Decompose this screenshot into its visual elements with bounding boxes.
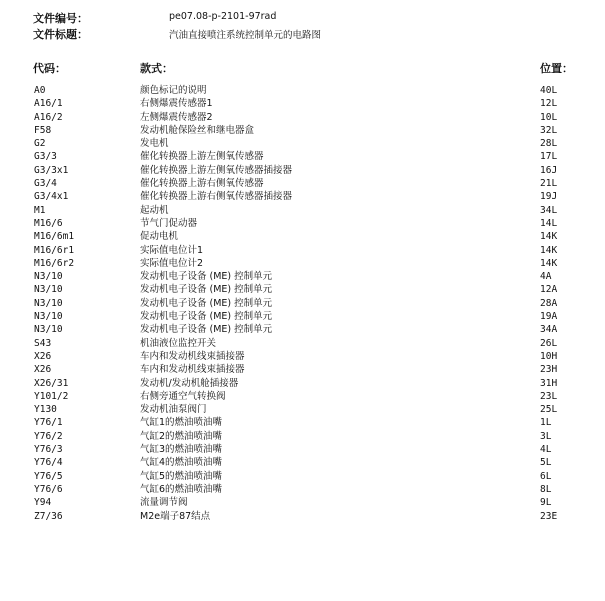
- component-description: 实际值电位计2: [140, 257, 204, 269]
- component-position: 21L: [540, 178, 558, 190]
- component-position: 40L: [540, 85, 558, 96]
- component-description: 发动机电子设备 (ME) 控制单元: [140, 271, 273, 283]
- component-position: 1L: [540, 417, 552, 429]
- component-code: Y101/2: [34, 390, 69, 402]
- list-item: [0, 443, 605, 456]
- component-position: 26L: [540, 337, 558, 349]
- component-code: X26: [34, 350, 52, 362]
- column-header-position: 位置：: [540, 62, 573, 75]
- list-item: [0, 416, 605, 429]
- list-item: [0, 483, 605, 496]
- component-position: 34A: [540, 324, 558, 336]
- list-item: [0, 377, 605, 390]
- component-code: N3/10: [34, 324, 63, 336]
- component-position: 12L: [540, 98, 558, 110]
- column-header-description: 款式：: [140, 62, 173, 75]
- component-code: N3/10: [34, 284, 63, 296]
- component-code: M16/6m1: [34, 231, 75, 243]
- component-position: 34L: [540, 204, 558, 216]
- component-code: G2: [34, 138, 46, 150]
- component-description: 发动机舱保险丝和继电器盒: [140, 124, 255, 136]
- component-position: 4L: [540, 444, 552, 456]
- component-position: 16J: [540, 164, 558, 176]
- list-item: [0, 204, 605, 217]
- component-position: 6L: [540, 470, 552, 482]
- component-code: G3/4: [34, 178, 57, 190]
- component-description: 催化转换器上游左侧氧传感器: [140, 151, 264, 163]
- component-code: M16/6: [34, 217, 63, 229]
- component-description: 气缸4的燃油喷油嘴: [140, 457, 223, 469]
- list-item: [0, 217, 605, 230]
- component-position: 10L: [540, 111, 558, 123]
- list-item: [0, 390, 605, 403]
- doc-title-label: 文件标题：: [33, 28, 88, 41]
- component-description: 发动机油泵阀门: [140, 404, 207, 416]
- component-code: A16/1: [34, 98, 63, 110]
- component-code: N3/10: [34, 311, 63, 323]
- component-description: 节气门促动器: [140, 217, 198, 229]
- component-description: 颜色标记的说明: [140, 85, 207, 96]
- component-description: 气缸5的燃油喷油嘴: [140, 470, 223, 482]
- list-item: [0, 496, 605, 509]
- component-position: 9L: [540, 497, 552, 509]
- list-item: [0, 363, 605, 376]
- list-item: [0, 177, 605, 190]
- component-code: S43: [34, 337, 52, 349]
- list-item: [0, 350, 605, 363]
- component-description: 促动电机: [140, 231, 179, 243]
- component-description: 气缸6的燃油喷油嘴: [140, 483, 223, 495]
- component-position: 19A: [540, 311, 558, 323]
- component-description: 催化转换器上游右侧氧传感器插接器: [140, 191, 293, 203]
- component-code: Y76/5: [34, 470, 63, 482]
- component-position: 17L: [540, 151, 558, 163]
- component-code: G3/3x1: [34, 164, 69, 176]
- component-description: 车内和发动机线束插接器: [140, 350, 245, 362]
- component-position: 28L: [540, 138, 558, 150]
- component-position: 12A: [540, 284, 558, 296]
- list-item: [0, 323, 605, 336]
- list-item: [0, 470, 605, 483]
- component-code: F58: [34, 124, 52, 136]
- component-code: Y76/6: [34, 483, 63, 495]
- component-description: 车内和发动机线束插接器: [140, 364, 245, 376]
- list-item: [0, 297, 605, 310]
- component-description: 发动机电子设备 (ME) 控制单元: [140, 297, 273, 309]
- component-code: M16/6r1: [34, 244, 75, 256]
- component-description: 机油液位监控开关: [140, 337, 217, 349]
- component-code: Y76/1: [34, 417, 63, 429]
- component-description: 发动机电子设备 (ME) 控制单元: [140, 284, 273, 296]
- component-position: 14L: [540, 217, 558, 229]
- component-code: A0: [34, 85, 46, 96]
- component-code: A16/2: [34, 111, 63, 123]
- list-item: [0, 190, 605, 203]
- component-position: 3L: [540, 430, 552, 442]
- component-code: N3/10: [34, 297, 63, 309]
- component-position: 5L: [540, 457, 552, 469]
- list-item: [0, 403, 605, 416]
- component-code: Y76/3: [34, 444, 63, 456]
- component-description: 发动机/发动机舱插接器: [140, 377, 239, 389]
- component-code: Y76/2: [34, 430, 63, 442]
- component-position: 14K: [540, 231, 558, 243]
- doc-title-value: 汽油直接喷注系统控制单元的电路图: [169, 30, 322, 41]
- component-description: 气缸2的燃油喷油嘴: [140, 430, 223, 442]
- component-code: Z7/36: [34, 510, 63, 522]
- component-code: G3/4x1: [34, 191, 69, 203]
- component-code: N3/10: [34, 271, 63, 283]
- component-description: 右侧爆震传感器1: [140, 98, 213, 110]
- list-item: [0, 230, 605, 243]
- component-list: [0, 84, 605, 523]
- list-item: [0, 244, 605, 257]
- component-code: Y94: [34, 497, 52, 509]
- list-item: [0, 97, 605, 110]
- component-code: X26: [34, 364, 52, 376]
- component-code: X26/31: [34, 377, 69, 389]
- component-description: 发动机电子设备 (ME) 控制单元: [140, 324, 273, 336]
- component-code: M1: [34, 204, 46, 216]
- component-position: 23L: [540, 390, 558, 402]
- list-item: [0, 337, 605, 350]
- component-description: 起动机: [140, 204, 169, 216]
- list-item: [0, 137, 605, 150]
- component-code: G3/3: [34, 151, 57, 163]
- list-item: [0, 283, 605, 296]
- component-description: 左侧爆震传感器2: [140, 111, 213, 123]
- component-position: 23H: [540, 364, 558, 376]
- list-item: [0, 456, 605, 469]
- list-item: [0, 150, 605, 163]
- component-position: 23E: [540, 510, 558, 522]
- component-description: M2e端子87结点: [140, 510, 211, 522]
- list-item: [0, 270, 605, 283]
- doc-number-label: 文件编号：: [33, 12, 88, 25]
- list-item: [0, 430, 605, 443]
- component-position: 8L: [540, 483, 552, 495]
- list-item: [0, 257, 605, 270]
- component-description: 发电机: [140, 138, 169, 150]
- component-description: 催化转换器上游左侧氧传感器插接器: [140, 164, 293, 176]
- list-item: [0, 310, 605, 323]
- component-position: 31H: [540, 377, 558, 389]
- list-item: [0, 111, 605, 124]
- component-description: 实际值电位计1: [140, 244, 204, 256]
- component-position: 28A: [540, 297, 558, 309]
- component-code: Y76/4: [34, 457, 63, 469]
- component-position: 10H: [540, 350, 558, 362]
- component-position: 14K: [540, 244, 558, 256]
- list-item: [0, 84, 605, 97]
- component-position: 19J: [540, 191, 558, 203]
- list-item: [0, 124, 605, 137]
- component-position: 14K: [540, 257, 558, 269]
- component-position: 25L: [540, 404, 558, 416]
- component-position: 32L: [540, 124, 558, 136]
- list-item: [0, 164, 605, 177]
- component-description: 流量调节阀: [140, 497, 188, 509]
- component-description: 催化转换器上游右侧氧传感器: [140, 178, 264, 190]
- doc-number-value: pe07.08-p-2101-97rad: [169, 11, 277, 22]
- component-description: 右侧旁通空气转换阀: [140, 390, 226, 402]
- list-item: [0, 510, 605, 523]
- column-header-code: 代码：: [33, 62, 66, 75]
- component-description: 气缸1的燃油喷油嘴: [140, 417, 223, 429]
- component-code: Y130: [34, 404, 57, 416]
- component-position: 4A: [540, 271, 552, 283]
- component-description: 发动机电子设备 (ME) 控制单元: [140, 311, 273, 323]
- component-description: 气缸3的燃油喷油嘴: [140, 444, 223, 456]
- component-code: M16/6r2: [34, 257, 75, 269]
